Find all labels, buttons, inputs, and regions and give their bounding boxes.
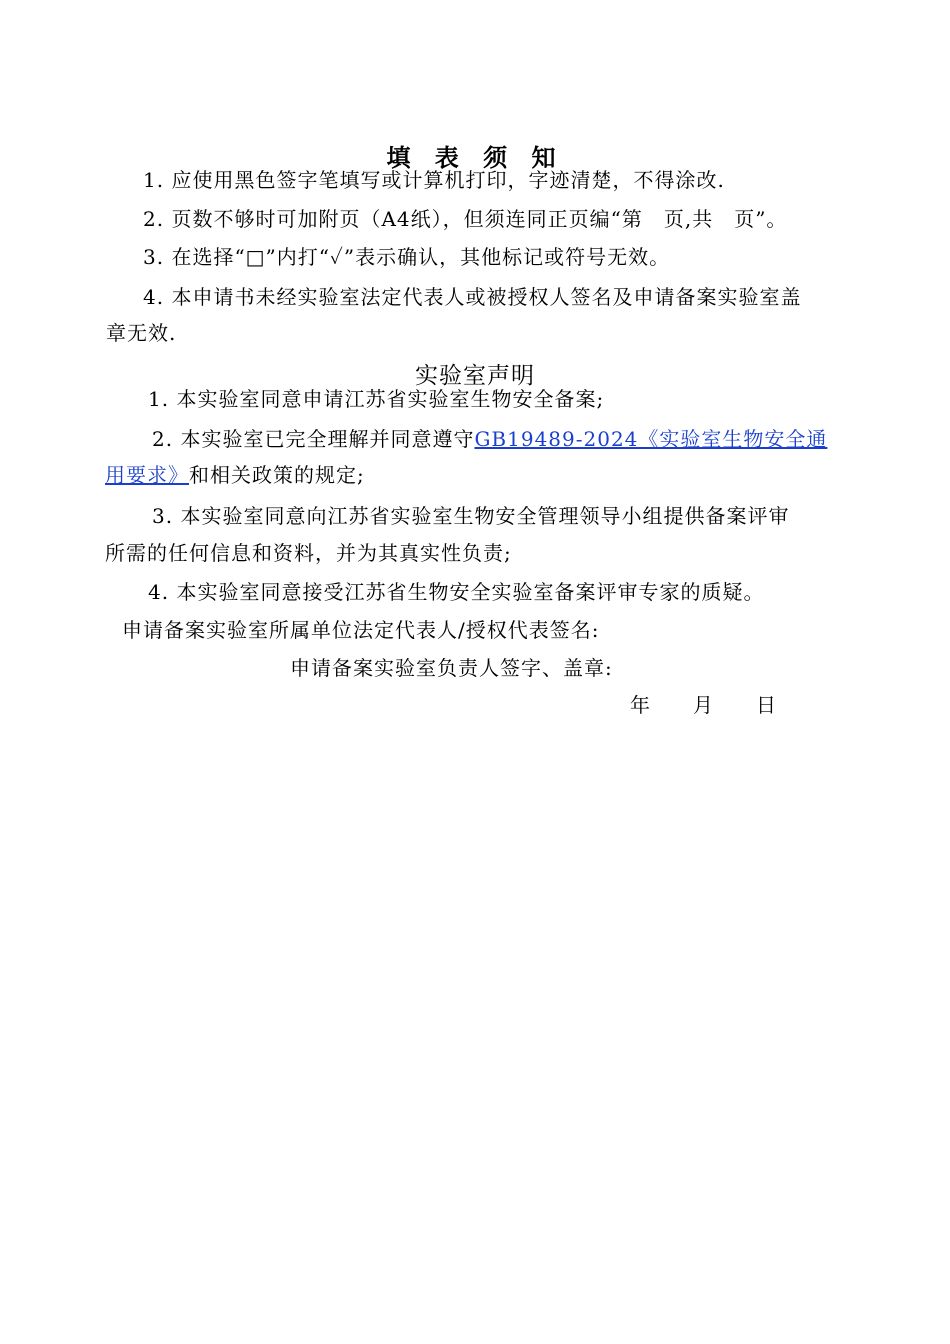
instructions-title: 填 表 须 知 (386, 144, 564, 172)
declaration-item-2 (152, 426, 827, 452)
declaration-item-1: 1. 本实验室同意申请江苏省实验室生物安全备案; (148, 387, 605, 411)
instruction-item-1: 1. 应使用黑色签字笔填写或计算机打印，字迹清楚，不得涂改. (143, 168, 725, 192)
declaration-item-3-cont: 所需的任何信息和资料，并为其真实性负责; (105, 541, 512, 565)
instruction-item-4: 4. 本申请书未经实验室法定代表人或被授权人签名及申请备案实验室盖 (143, 285, 802, 309)
declaration-item-4: 4. 本实验室同意接受江苏省生物安全实验室备案评审专家的质疑。 (148, 580, 765, 604)
signature-date: 年 月 日 (630, 693, 777, 717)
legal-rep-signature-label: 申请备案实验室所属单位法定代表人/授权代表签名: (122, 618, 600, 642)
instruction-item-2: 2. 页数不够时可加附页（A4纸），但须连同正页编“第 页,共 页”。 (143, 207, 788, 231)
declaration-item-2-suffix: 和相关政策的规定; (189, 463, 365, 487)
instruction-item-3: 3. 在选择“□”内打“✓”表示确认，其他标记或符号无效。 (143, 245, 671, 269)
lab-head-signature-label: 申请备案实验室负责人签字、盖章: (290, 656, 613, 680)
instruction-item-4-cont: 章无效. (106, 321, 177, 345)
declaration-item-2-prefix: 2. 本实验室已完全理解并同意遵守 (152, 427, 475, 451)
declaration-item-2-cont (105, 462, 365, 488)
declaration-item-3: 3. 本实验室同意向江苏省实验室生物安全管理领导小组提供备案评审 (152, 504, 790, 528)
standard-link[interactable]: GB19489-2024《实验室生物安全通 (474, 427, 828, 451)
declaration-title: 实验室声明 (415, 363, 535, 389)
standard-link-cont[interactable]: 用要求》 (105, 463, 189, 487)
